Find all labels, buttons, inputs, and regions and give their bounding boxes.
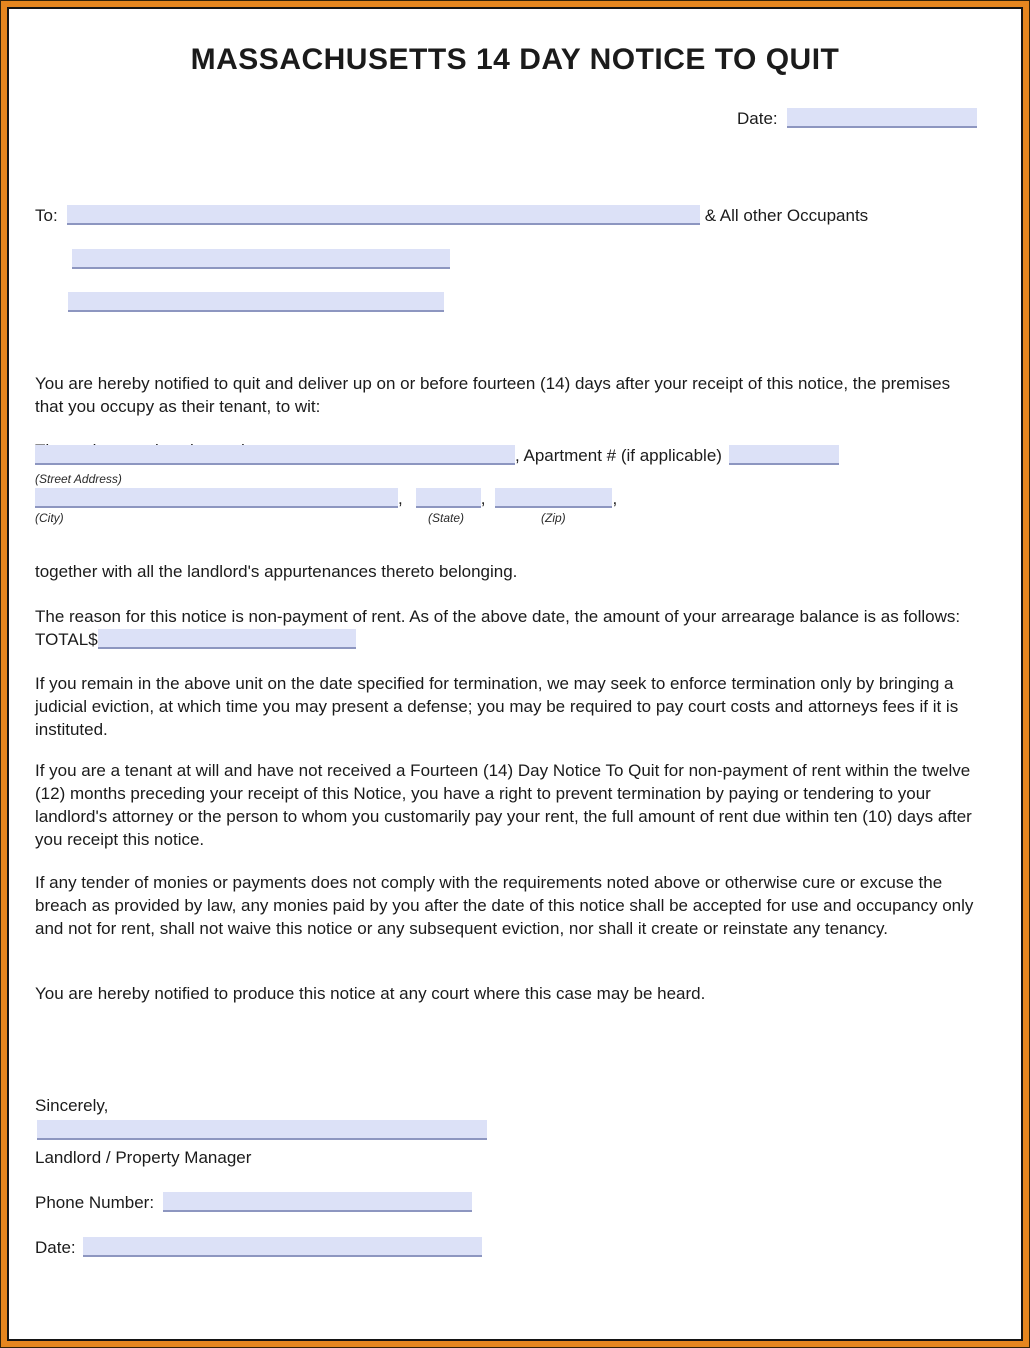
- paragraph-together: together with all the landlord's appurtenances thereto belonging.: [35, 562, 518, 581]
- street-address-caption: (Street Address): [35, 472, 122, 486]
- occupants-suffix: & All other Occupants: [704, 206, 869, 225]
- top-date-label: Date:: [737, 109, 778, 128]
- phone-row: [35, 1192, 472, 1213]
- total-amount-field[interactable]: [98, 629, 356, 649]
- recipient-name-field[interactable]: [67, 205, 700, 225]
- top-date-row: [737, 108, 977, 129]
- street-address-field[interactable]: [35, 445, 515, 465]
- city-field[interactable]: [35, 488, 398, 508]
- recipient-row: [35, 205, 868, 226]
- paragraph-produce: You are hereby notified to produce this notice at any court where this case may be heard.: [35, 984, 706, 1003]
- recipient-line3-field[interactable]: [68, 292, 444, 312]
- phone-label: Phone Number:: [35, 1193, 155, 1212]
- street-address-row: [35, 445, 839, 466]
- city-caption: (City): [35, 511, 64, 525]
- sincerely-text: Sincerely,: [35, 1096, 109, 1115]
- zip-field[interactable]: [495, 488, 612, 508]
- to-label: To:: [35, 206, 58, 225]
- top-date-field[interactable]: [787, 108, 977, 128]
- city-state-zip-row: [35, 488, 617, 509]
- bottom-date-row: [35, 1237, 482, 1258]
- apartment-label: , Apartment # (if applicable): [515, 446, 722, 465]
- zip-caption: (Zip): [541, 511, 566, 525]
- state-caption: (State): [428, 511, 465, 525]
- phone-field[interactable]: [163, 1192, 472, 1212]
- zip-separator: ,: [612, 489, 618, 508]
- city-separator: ,: [398, 489, 403, 508]
- paragraph-remain: If you remain in the above unit on the date specified for termination, we may seek to enforce termination only by bringing a judicial eviction, at which time you may present a defense; you may be required to pay court costs and attorneys fees if it is instituted.: [35, 674, 959, 739]
- reason-text: The reason for this notice is non-payment of rent. As of the above date, the amount of your arrearage balance is as follows: TOTAL$: [35, 607, 961, 649]
- state-field[interactable]: [416, 488, 481, 508]
- paragraph-reason: [35, 605, 985, 651]
- document-content: [9, 9, 1021, 1339]
- address-captions-row: [9, 511, 1021, 527]
- paragraph-tender: If any tender of monies or payments does not comply with the requirements noted above or otherwise cure or excuse the breach as provided by law, any monies paid by you after the date of this notice shall be accepted for use and occupancy only and not for rent, shall not waive this notice or any subsequent eviction, nor shall it create or reinstate any tenancy.: [35, 873, 974, 938]
- recipient-line2-field[interactable]: [72, 249, 450, 269]
- paragraph-tenant-at-will: If you are a tenant at will and have not received a Fourteen (14) Day Notice To Quit for non-payment of rent within the twelve (12) months preceding your receipt of this Notice, you have a right to prevent termination by paying or tendering to your landlord's attorney or the person to whom you customarily pay your rent, the full amount of rent due within ten (10) days after you receipt this notice.: [35, 761, 972, 849]
- signature-field[interactable]: [37, 1120, 487, 1140]
- paragraph-notified: You are hereby notified to quit and deliver up on or before fourteen (14) days after your receipt of this notice, the premises that you occupy as their tenant, to wit:: [35, 374, 951, 416]
- document-page: [7, 7, 1023, 1341]
- bottom-date-field[interactable]: [83, 1237, 482, 1257]
- page-title: MASSACHUSETTS 14 DAY NOTICE TO QUIT: [190, 43, 840, 77]
- apartment-field[interactable]: [729, 445, 839, 465]
- bottom-date-label: Date:: [35, 1238, 76, 1257]
- state-separator: ,: [480, 489, 486, 508]
- landlord-caption: Landlord / Property Manager: [35, 1148, 252, 1167]
